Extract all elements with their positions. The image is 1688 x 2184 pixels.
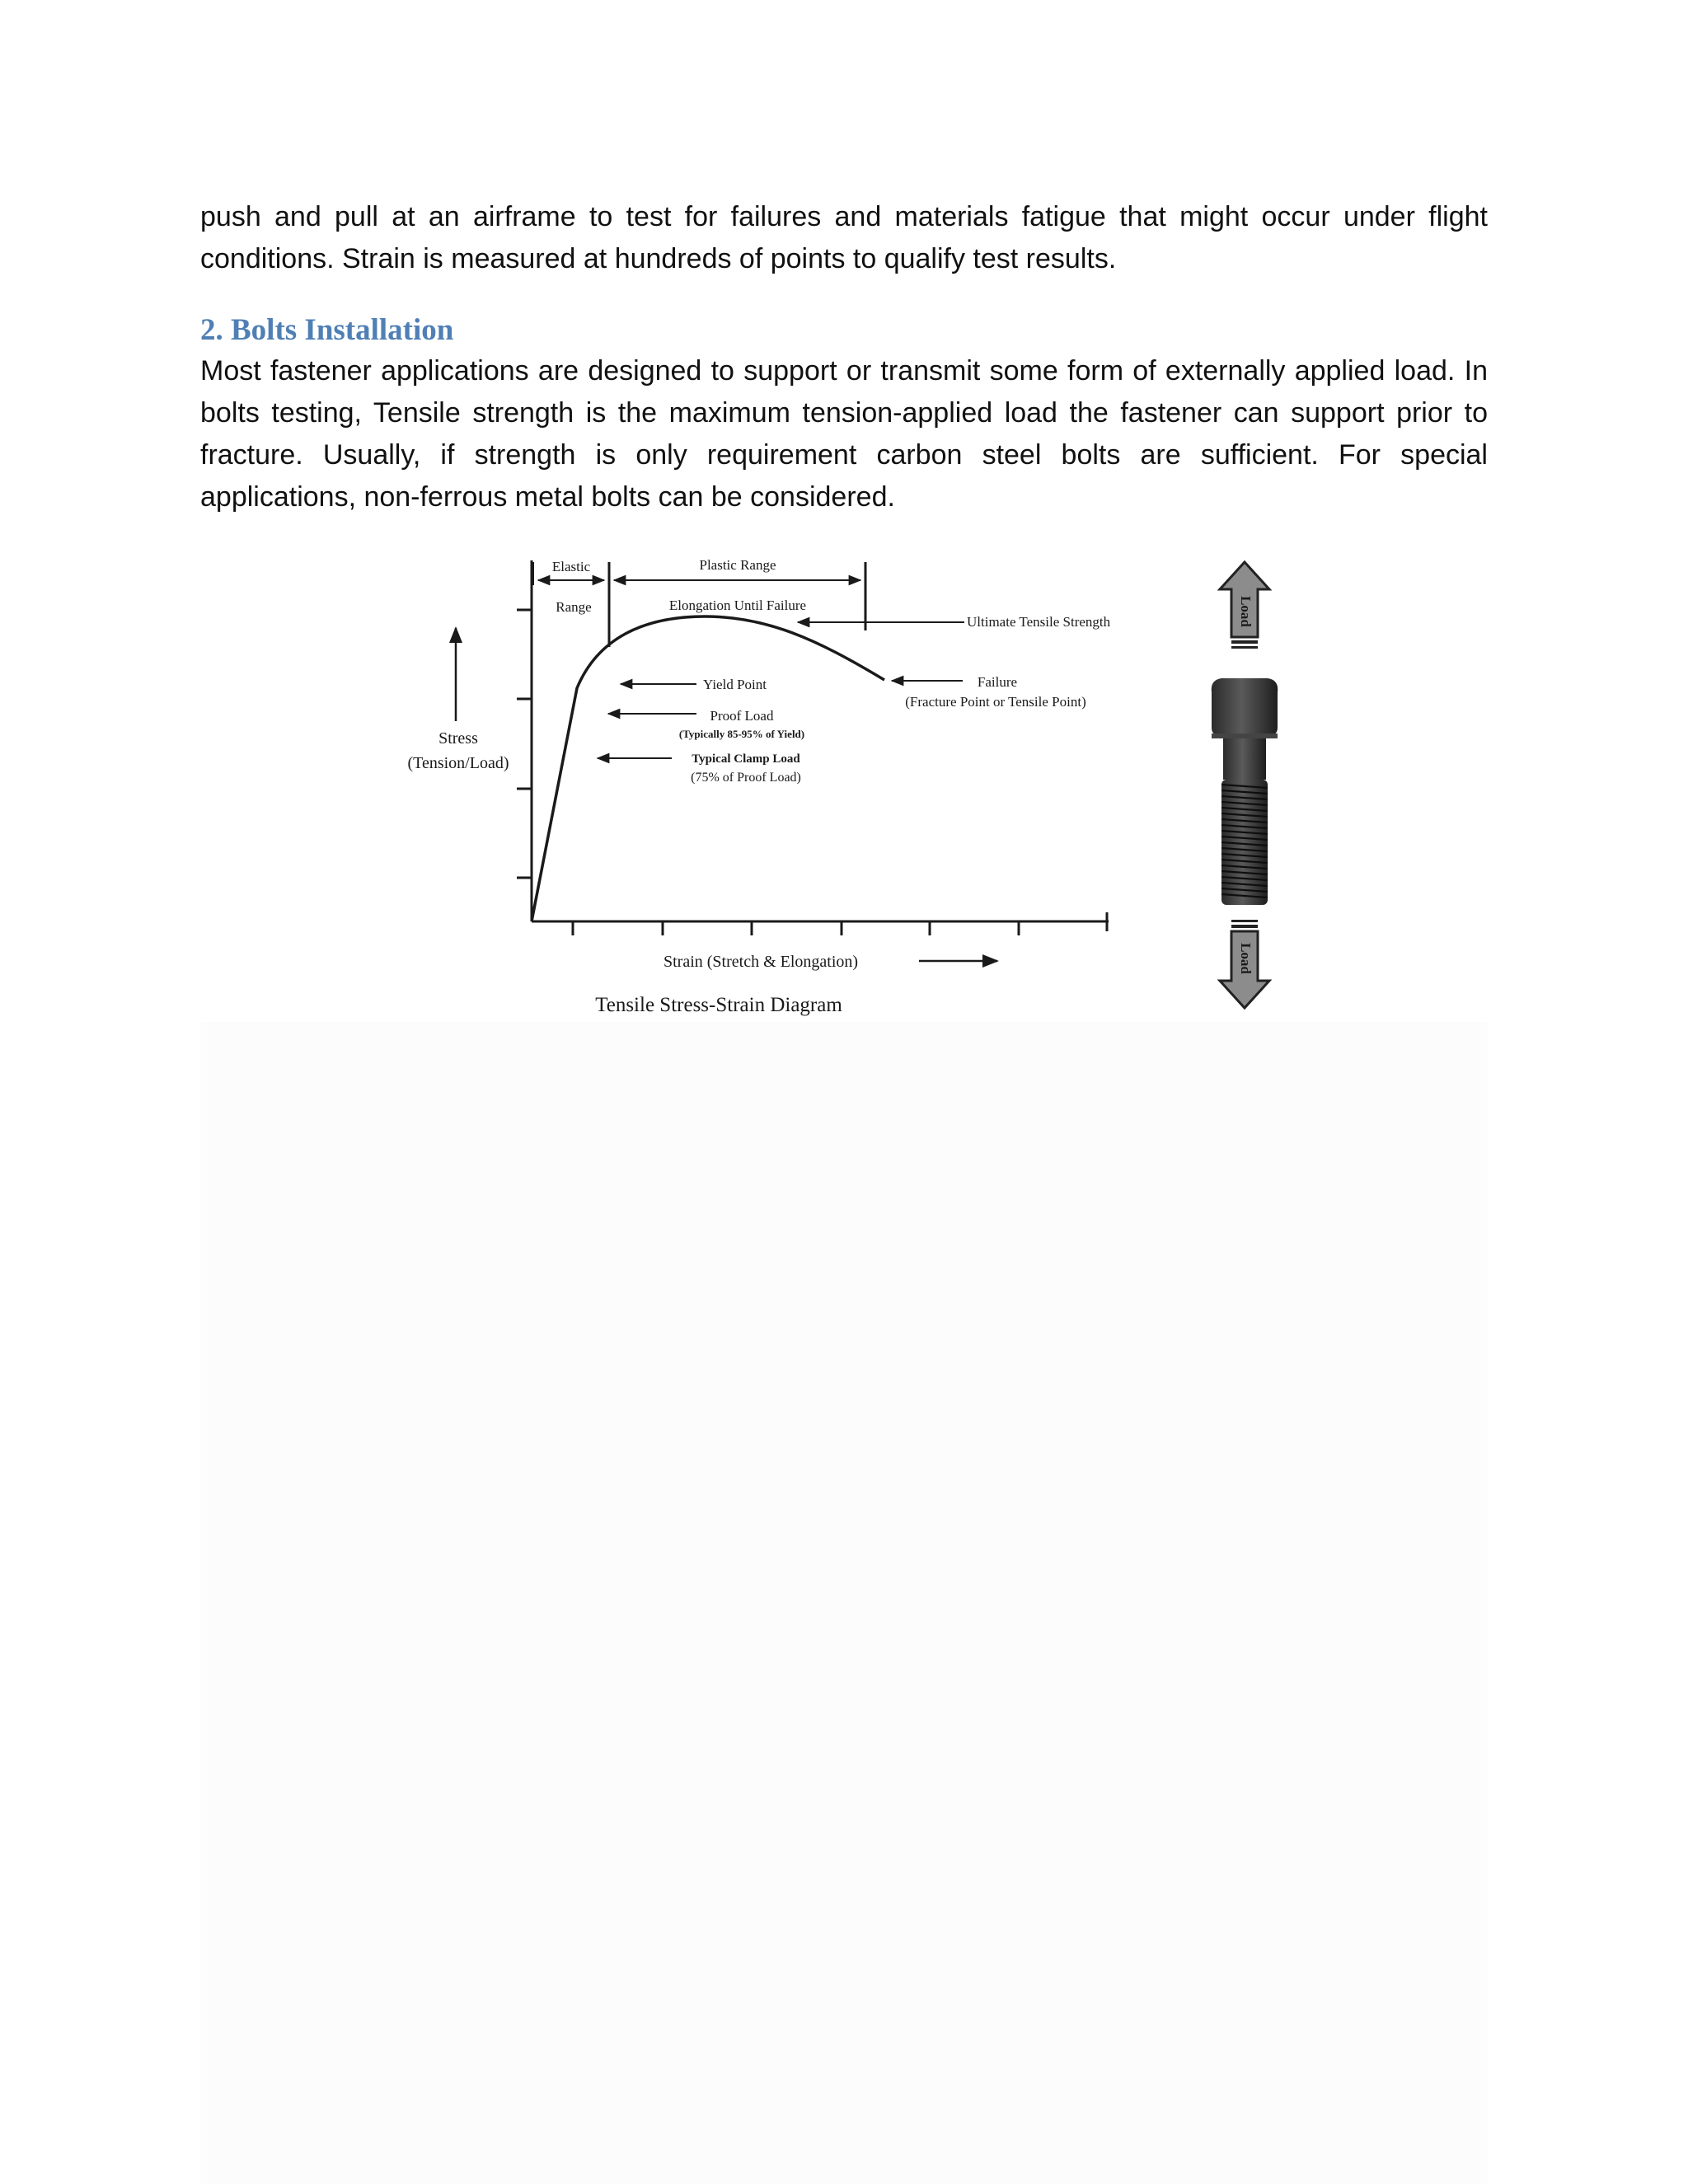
load-label-bottom: Load <box>1238 943 1254 974</box>
diagram-title: Tensile Stress-Strain Diagram <box>595 994 842 1016</box>
section-heading-bolts-installation: 2. Bolts Installation <box>200 313 454 347</box>
yield-point-label: Yield Point <box>703 677 767 692</box>
y-axis-label-stress: Stress <box>438 729 478 748</box>
failure-note: (Fracture Point or Tensile Point) <box>905 694 1086 710</box>
failure-label: Failure <box>977 674 1018 690</box>
tensile-stress-strain-figure <box>379 544 1327 1038</box>
page-background-area <box>200 1022 1488 2184</box>
stress-strain-diagram <box>379 544 1327 1038</box>
proof-load-note: (Typically 85-95% of Yield) <box>678 728 805 740</box>
load-label-top: Load <box>1238 596 1254 627</box>
clamp-load-label: Typical Clamp Load <box>692 752 800 766</box>
elastic-range-label: Range <box>556 599 592 615</box>
ultimate-tensile-strength-label: Ultimate Tensile Strength <box>967 614 1111 630</box>
y-axis-label-tension: (Tension/Load) <box>407 754 509 772</box>
elastic-label: Elastic <box>551 559 591 574</box>
paragraph-airframe-testing: push and pull at an airframe to test for failures and materials fatigue that might occur under flight conditions. Strain is measured at hundreds of points to qualify test results. <box>200 201 1488 274</box>
annotation-arrows <box>598 681 963 758</box>
paragraph-bolts-installation: Most fastener applications are designed to support or transmit some form of externally applied load. In bolts testing, Tensile strength is the maximum tension-applied load the fastener can support prior to fracture. Usually, if strength is only requirement carbon steel bolts are sufficient. For special applications, non-ferrous metal bolts can be considered. <box>200 355 1488 513</box>
x-axis-label: Strain (Stretch & Elongation) <box>663 953 859 971</box>
clamp-load-note: (75% of Proof Load) <box>691 771 801 785</box>
elongation-until-failure-label: Elongation Until Failure <box>668 598 807 613</box>
bolt-shank <box>1223 738 1266 780</box>
stress-strain-curve <box>532 616 884 921</box>
plastic-range-label: Plastic Range <box>699 557 776 573</box>
bolt-threads <box>1221 780 1268 905</box>
proof-load-label: Proof Load <box>710 708 774 724</box>
bolt-head <box>1212 678 1278 736</box>
bolt-illustration <box>1212 562 1278 1008</box>
